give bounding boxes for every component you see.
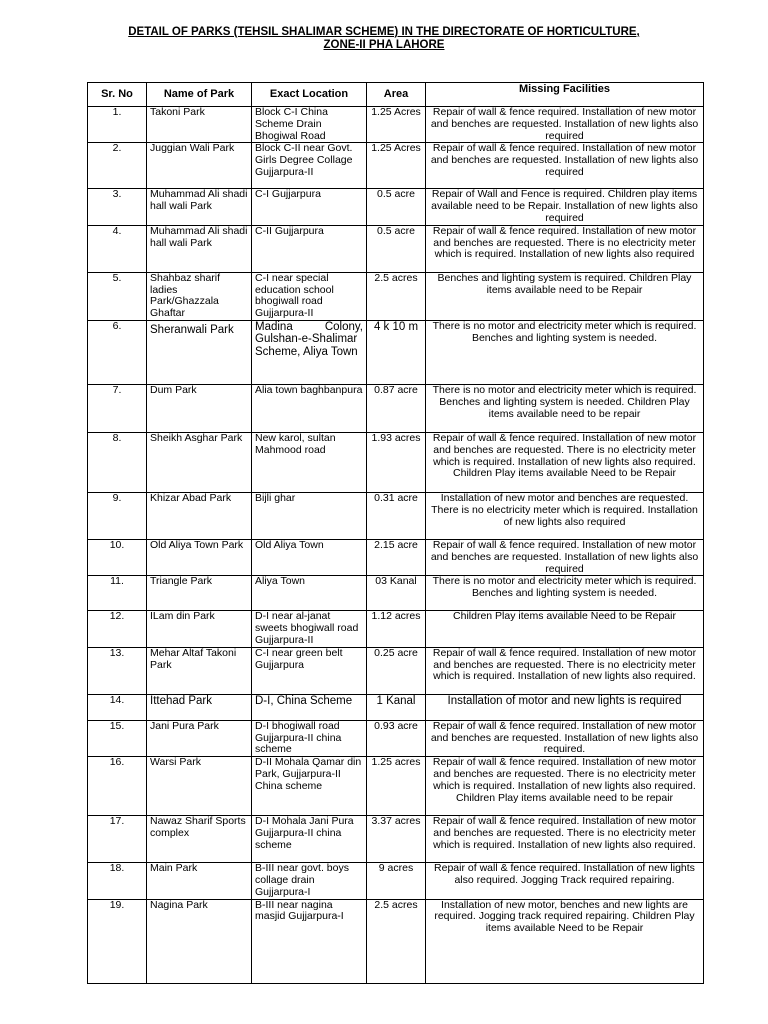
cell-location: Old Aliya Town <box>252 539 367 575</box>
cell-missing-facilities: Repair of wall & fence required. Installation of new lights also required. Jogging Track required repairing. <box>426 863 704 899</box>
header-area: Area <box>367 83 426 107</box>
cell-missing-facilities: Repair of wall & fence required. Installation of new motor and benches are requested. Installation of new lights also required <box>426 143 704 189</box>
cell-missing-facilities: Installation of motor and new lights is required <box>426 694 704 720</box>
cell-area: 1.25 acres <box>367 757 426 816</box>
cell-location: D-I Mohala Jani Pura Gujjarpura-II china scheme <box>252 816 367 863</box>
cell-missing-facilities: Repair of wall & fence required. Installation of new motor and benches are requested. There is no electricity meter which is required. Installation of new lights also required. <box>426 816 704 863</box>
table-row <box>88 492 704 539</box>
cell-area: 0.5 acre <box>367 189 426 225</box>
cell-area: 2.5 acres <box>367 272 426 320</box>
table-header-row <box>88 83 704 107</box>
table-row <box>88 576 704 611</box>
cell-sr-no: 15. <box>88 720 147 756</box>
cell-missing-facilities: Repair of wall & fence required. Installation of new motor and benches are requested. Installation of new lights also required <box>426 107 704 143</box>
cell-park-name: Nagina Park <box>147 899 252 983</box>
table-row <box>88 899 704 983</box>
parks-table <box>87 82 704 984</box>
cell-sr-no: 8. <box>88 432 147 492</box>
table-row <box>88 611 704 647</box>
cell-area: 0.31 acre <box>367 492 426 539</box>
cell-area: 1.93 acres <box>367 432 426 492</box>
header-sr-no: Sr. No <box>88 83 147 107</box>
cell-area: 1 Kanal <box>367 694 426 720</box>
cell-park-name: Muhammad Ali shadi hall wali Park <box>147 225 252 272</box>
cell-location: D-I, China Scheme <box>252 694 367 720</box>
cell-sr-no: 13. <box>88 647 147 694</box>
cell-missing-facilities: Children Play items available Need to be Repair <box>426 611 704 647</box>
cell-missing-facilities: Benches and lighting system is required. Children Play items available need to be Repair <box>426 272 704 320</box>
cell-missing-facilities: There is no motor and electricity meter which is required. Benches and lighting system is needed. <box>426 576 704 611</box>
cell-missing-facilities: Installation of new motor and benches are requested. There is no electricity meter which is required. Installation of new lights also required <box>426 492 704 539</box>
cell-park-name: Sheikh Asghar Park <box>147 432 252 492</box>
table-row <box>88 539 704 575</box>
cell-sr-no: 11. <box>88 576 147 611</box>
cell-area: 4 k 10 m <box>367 320 426 384</box>
cell-area: 3.37 acres <box>367 816 426 863</box>
table-row <box>88 647 704 694</box>
document-title <box>0 26 768 52</box>
table-row <box>88 143 704 189</box>
header-exact-location: Exact Location <box>252 83 367 107</box>
cell-sr-no: 1. <box>88 107 147 143</box>
cell-missing-facilities: Repair of wall & fence required. Installation of new motor and benches are requested. There is no electricity meter which is required. Installation of new lights also required. Children Play items available Need to be Repair <box>426 432 704 492</box>
cell-park-name: Warsi Park <box>147 757 252 816</box>
cell-missing-facilities: Repair of wall & fence required. Installation of new motor and benches are requested. There is no electricity meter which is required. Installation of new lights also required. <box>426 647 704 694</box>
cell-sr-no: 18. <box>88 863 147 899</box>
cell-area: 2.5 acres <box>367 899 426 983</box>
cell-location: D-I near al-janat sweets bhogiwall road Gujjarpura-II <box>252 611 367 647</box>
table-row <box>88 320 704 384</box>
cell-area: 0.5 acre <box>367 225 426 272</box>
cell-location: C-I Gujjarpura <box>252 189 367 225</box>
cell-sr-no: 17. <box>88 816 147 863</box>
table-row <box>88 107 704 143</box>
cell-missing-facilities: Repair of wall & fence required. Installation of new motor and benches are requested. Installation of new lights also required <box>426 539 704 575</box>
cell-location: Madina Colony, Gulshan-e-Shalimar Scheme, Aliya Town <box>252 320 367 384</box>
cell-sr-no: 12. <box>88 611 147 647</box>
cell-sr-no: 16. <box>88 757 147 816</box>
cell-missing-facilities: Repair of Wall and Fence is required. Children play items available need to be Repair. Installation of new lights also required <box>426 189 704 225</box>
cell-park-name: Ittehad Park <box>147 694 252 720</box>
table-row <box>88 720 704 756</box>
cell-sr-no: 7. <box>88 384 147 432</box>
cell-area: 9 acres <box>367 863 426 899</box>
cell-park-name: Muhammad Ali shadi hall wali Park <box>147 189 252 225</box>
cell-park-name: Mehar Altaf Takoni Park <box>147 647 252 694</box>
cell-park-name: ILam din Park <box>147 611 252 647</box>
table-row <box>88 189 704 225</box>
cell-location: Bijli ghar <box>252 492 367 539</box>
cell-park-name: Dum Park <box>147 384 252 432</box>
table-row <box>88 816 704 863</box>
cell-area: 2.15 acre <box>367 539 426 575</box>
table-row <box>88 757 704 816</box>
header-name-of-park: Name of Park <box>147 83 252 107</box>
cell-location: Block C-I China Scheme Drain Bhogiwal Road <box>252 107 367 143</box>
document-title-line-2: ZONE-II PHA LAHORE <box>323 39 445 51</box>
cell-area: 0.93 acre <box>367 720 426 756</box>
cell-sr-no: 6. <box>88 320 147 384</box>
cell-location: C-I near green belt Gujjarpura <box>252 647 367 694</box>
cell-sr-no: 2. <box>88 143 147 189</box>
cell-location: D-II Mohala Qamar din Park, Gujjarpura-II China scheme <box>252 757 367 816</box>
cell-sr-no: 3. <box>88 189 147 225</box>
cell-missing-facilities: There is no motor and electricity meter which is required. Benches and lighting system is needed. <box>426 320 704 384</box>
table-row <box>88 432 704 492</box>
cell-park-name: Main Park <box>147 863 252 899</box>
cell-park-name: Sheranwali Park <box>147 320 252 384</box>
cell-location: D-I bhogiwall road Gujjarpura-II china scheme <box>252 720 367 756</box>
cell-park-name: Khizar Abad Park <box>147 492 252 539</box>
table-row <box>88 384 704 432</box>
cell-location: C-I near special education school bhogiwall road Gujjarpura-II <box>252 272 367 320</box>
cell-missing-facilities: Repair of wall & fence required. Installation of new motor and benches are requested. There is no electricity meter which is required. Installation of new lights also required. Children Play items available need to be repair <box>426 757 704 816</box>
cell-missing-facilities: There is no motor and electricity meter which is required. Benches and lighting system is needed. Children Play items available need to be repair <box>426 384 704 432</box>
cell-missing-facilities: Repair of wall & fence required. Installation of new motor and benches are requested. Installation of new lights also required. <box>426 720 704 756</box>
cell-area: 1.12 acres <box>367 611 426 647</box>
cell-area: 0.87 acre <box>367 384 426 432</box>
cell-area: 0.25 acre <box>367 647 426 694</box>
table-row <box>88 225 704 272</box>
cell-sr-no: 14. <box>88 694 147 720</box>
document-title-line-1: DETAIL OF PARKS (TEHSIL SHALIMAR SCHEME) IN THE DIRECTORATE OF HORTICULTURE, <box>128 26 640 38</box>
cell-park-name: Triangle Park <box>147 576 252 611</box>
table-row <box>88 694 704 720</box>
cell-area: 03 Kanal <box>367 576 426 611</box>
cell-missing-facilities: Repair of wall & fence required. Installation of new motor and benches are requested. There is no electricity meter which is required. Installation of new lights also required <box>426 225 704 272</box>
cell-sr-no: 9. <box>88 492 147 539</box>
table-row <box>88 272 704 320</box>
cell-location: Alia town baghbanpura <box>252 384 367 432</box>
cell-location: Block C-II near Govt. Girls Degree Collage Gujjarpura-II <box>252 143 367 189</box>
header-missing-facilities: Missing Facilities <box>426 83 704 107</box>
cell-park-name: Juggian Wali Park <box>147 143 252 189</box>
cell-park-name: Jani Pura Park <box>147 720 252 756</box>
cell-sr-no: 5. <box>88 272 147 320</box>
cell-location: B-III near govt. boys collage drain Gujjarpura-I <box>252 863 367 899</box>
table-row <box>88 863 704 899</box>
cell-park-name: Shahbaz sharif ladies Park/Ghazzala Ghaftar <box>147 272 252 320</box>
cell-park-name: Takoni Park <box>147 107 252 143</box>
cell-location: C-II Gujjarpura <box>252 225 367 272</box>
cell-missing-facilities: Installation of new motor, benches and new lights are required. Jogging track required repairing. Children Play items available Need to be Repair <box>426 899 704 983</box>
cell-location: Aliya Town <box>252 576 367 611</box>
cell-location: New karol, sultan Mahmood road <box>252 432 367 492</box>
cell-park-name: Nawaz Sharif Sports complex <box>147 816 252 863</box>
cell-area: 1.25 Acres <box>367 107 426 143</box>
cell-sr-no: 4. <box>88 225 147 272</box>
cell-sr-no: 19. <box>88 899 147 983</box>
cell-location: B-III near nagina masjid Gujjarpura-I <box>252 899 367 983</box>
cell-sr-no: 10. <box>88 539 147 575</box>
cell-area: 1.25 Acres <box>367 143 426 189</box>
cell-park-name: Old Aliya Town Park <box>147 539 252 575</box>
